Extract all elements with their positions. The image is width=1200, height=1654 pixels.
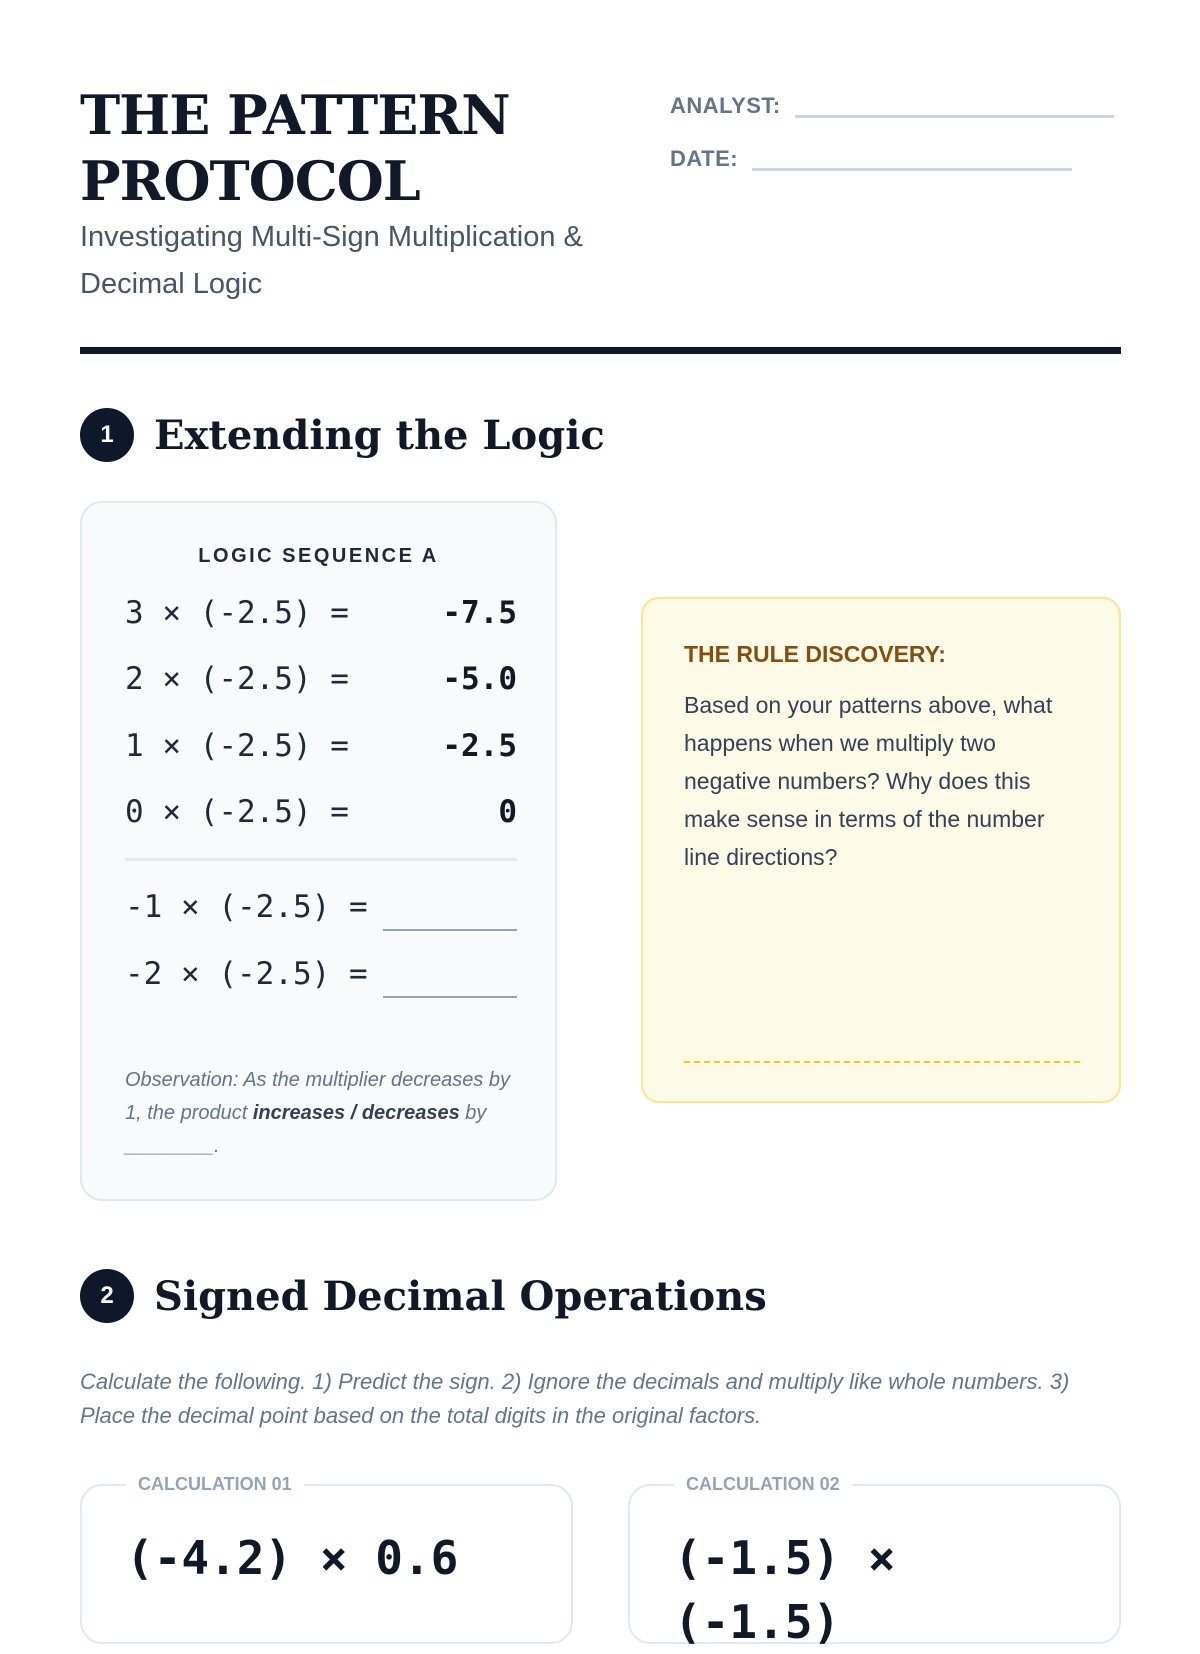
equation-row	[125, 794, 517, 838]
equation-lhs: -2 × (-2.5) =	[125, 956, 368, 992]
header-divider	[80, 347, 1121, 354]
calculation-label: CALCULATION 01	[126, 1472, 304, 1496]
section-number-badge: 2	[80, 1269, 134, 1323]
equation-result: -7.5	[442, 595, 517, 631]
answer-line[interactable]	[684, 1061, 1080, 1063]
worksheet-page	[80, 0, 1121, 1649]
date-row	[670, 137, 1121, 173]
instructions-text: Calculate the following. 1) Predict the sign. 2) Ignore the decimals and multiply like whole numbers. 3) Place the decimal point based on the total digits in the original factors.	[80, 1369, 1070, 1428]
section-title: Signed Decimal Operations	[154, 1272, 767, 1320]
calculation-expression: (-4.2) × 0.6	[126, 1531, 459, 1585]
equation-result: -5.0	[442, 661, 517, 697]
calculation-expression: (-1.5) × (-1.5)	[674, 1531, 924, 1649]
observation-suffix: by ________.	[125, 1102, 487, 1157]
blank-equation-row	[125, 889, 517, 933]
section-1-header	[80, 408, 605, 462]
answer-blank[interactable]	[383, 996, 517, 998]
page-subtitle: Investigating Multi-Sign Multiplication & Decimal Logic	[80, 221, 583, 300]
page-title: THE PATTERN PROTOCOL	[80, 83, 510, 213]
equation-lhs: 2 × (-2.5) =	[125, 661, 349, 697]
answer-blank[interactable]	[383, 929, 517, 931]
date-label: DATE:	[670, 146, 739, 171]
equation-result: -2.5	[442, 728, 517, 764]
rule-question: Based on your patterns above, what happens when we multiply two negative numbers? Why does this make sense in terms of the number line directions?	[684, 692, 1053, 870]
logic-card-title: LOGIC SEQUENCE A	[198, 545, 439, 567]
observation-prefix: Observation: As the multiplier decreases by 1, the product	[125, 1069, 510, 1124]
section-title: Extending the Logic	[154, 411, 605, 459]
meta-fields	[670, 84, 1121, 190]
equation-row	[125, 728, 517, 772]
equation-row	[125, 595, 517, 639]
equation-lhs: -1 × (-2.5) =	[125, 889, 368, 925]
analyst-row	[670, 84, 1121, 120]
calculation-card	[80, 1474, 573, 1644]
equation-lhs: 3 × (-2.5) =	[125, 595, 349, 631]
date-field[interactable]	[752, 168, 1072, 171]
observation-choice: increases / decreases	[252, 1102, 460, 1124]
equation-result: 0	[498, 794, 517, 830]
analyst-label: ANALYST:	[670, 93, 781, 118]
equation-row	[125, 661, 517, 705]
blank-equation-row	[125, 956, 517, 1000]
calculation-card	[628, 1474, 1121, 1649]
section-2-header	[80, 1269, 767, 1323]
observation-text	[125, 1064, 525, 1163]
logic-sequence-card	[80, 501, 557, 1201]
sequence-divider	[125, 858, 517, 861]
section-number-badge: 1	[80, 408, 134, 462]
analyst-field[interactable]	[795, 115, 1114, 118]
rule-title: THE RULE DISCOVERY:	[684, 641, 946, 667]
equation-lhs: 1 × (-2.5) =	[125, 728, 349, 764]
calculation-label: CALCULATION 02	[674, 1472, 852, 1496]
rule-discovery-box	[641, 597, 1121, 1103]
equation-lhs: 0 × (-2.5) =	[125, 794, 349, 830]
